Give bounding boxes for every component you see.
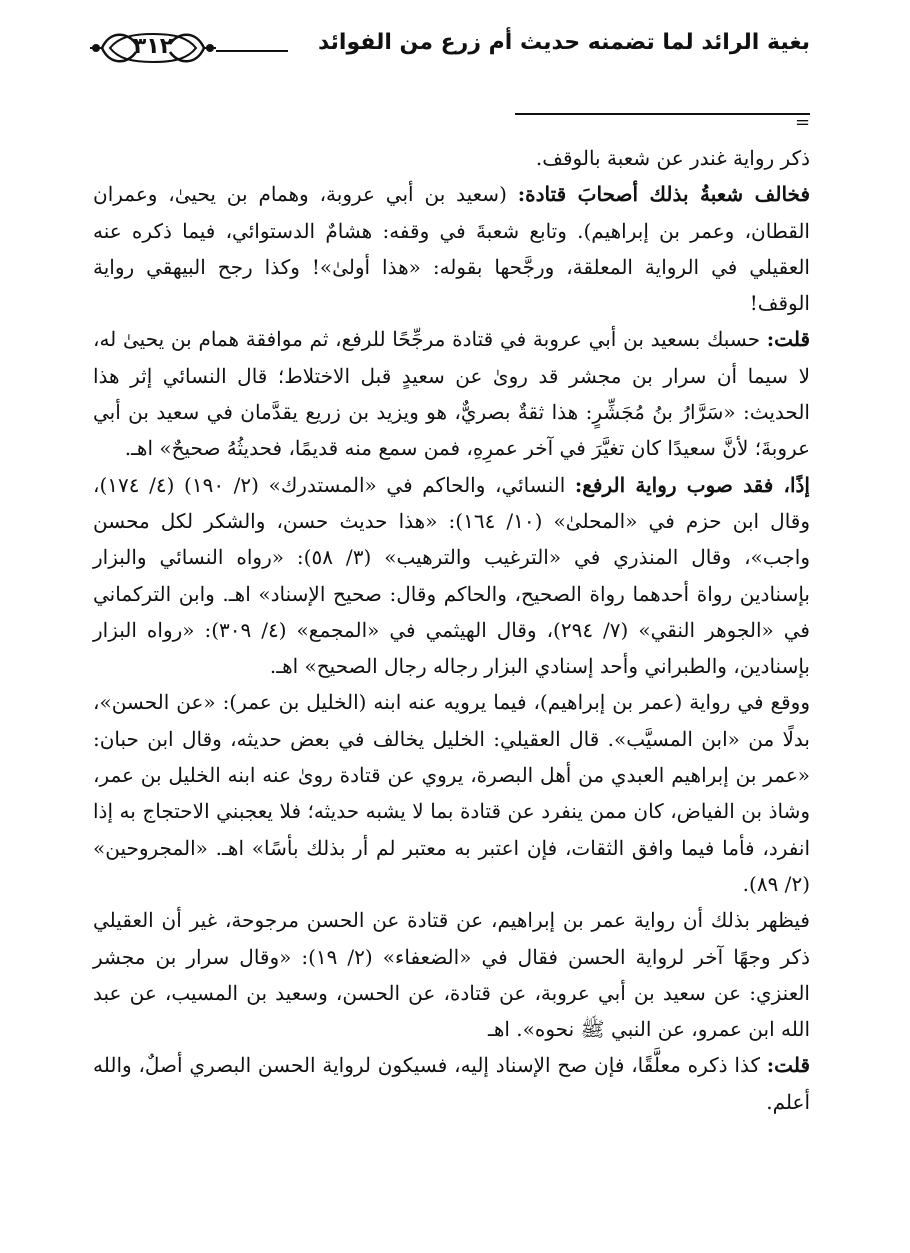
paragraph-lead: قلت: xyxy=(766,1053,810,1078)
paragraph-text: النسائي، والحاكم في «المستدرك» (٢/ ١٩٠) (٤/ ١٧٤)، وقال ابن حزم في «المحلىٰ» (١٠/ ١٦٤): «هذا حديث حسن، والشكر لكل محسن واجب»، وقال المنذري في «الترغيب والترهيب» (٣/ ٥٨): «رواه النسائي والبزار بإسنادين رواة أحدهما رواة الصحيح، والحاكم وقال: صحيح الإسناد» اهـ. وابن التركماني في «الجوهر النقي» (٧/ ٢٩٤)، وقال الهيثمي في «المجمع» (٤/ ٣٠٩): «رواه البزار بإسنادين، والطبراني وأحد إسنادي البزار رجاله رجال الصحيح» اهـ. xyxy=(93,472,811,679)
paragraph-text: فيظهر بذلك أن رواية عمر بن إبراهيم، عن قتادة عن الحسن مرجوحة، غير أن العقيلي ذكر وجهًا آخر لرواية الحسن فقال في «الضعفاء» (٢/ ١٩): «وقال سرار بن مجشر العنزي: عن سعيد بن أبي عروبة، عن قتادة، عن الحسن، وسعيد بن المسيب، عن عبد الله ابن عمرو، عن النبي ﷺ نحوه». اهـ xyxy=(93,908,810,1042)
paragraph-lead: قلت: xyxy=(766,327,810,352)
footnote-continuation-marker: = xyxy=(795,112,811,133)
footnote-text xyxy=(93,140,810,1120)
paragraph xyxy=(93,467,810,685)
paragraph-text: كذا ذكره معلَّقًا، فإن صح الإسناد إليه، فسيكون لرواية الحسن البصري أصلٌ، والله أعلم. xyxy=(93,1053,810,1114)
paragraph-lead: إذًا، فقد صوب رواية الرفع: xyxy=(574,472,810,497)
paragraph xyxy=(93,684,810,902)
header-rule xyxy=(216,50,288,52)
page-header xyxy=(88,22,810,72)
running-title: بغية الرائد لما تضمنه حديث أم زرع من الفوائد xyxy=(317,30,810,55)
paragraph-text: (سعيد بن أبي عروبة، وهمام بن يحيىٰ، وعمران القطان، وعمر بن إبراهيم). وتابع شعبةَ في وقفه: هشامٌ الدستوائي، فيما ذكره عنه العقيلي في الرواية المعلقة، ورجَّحها بقوله: «هذا أولىٰ»! وكذا رجح البيهقي رواية الوقف! xyxy=(93,182,810,316)
paragraph xyxy=(93,176,810,321)
footnote-separator xyxy=(515,113,810,115)
paragraph-text: ذكر رواية غندر عن شعبة بالوقف. xyxy=(535,146,810,170)
paragraph xyxy=(93,321,810,466)
paragraph xyxy=(93,902,810,1047)
paragraph-text: حسبك بسعيد بن أبي عروبة في قتادة مرجِّحًا للرفع، ثم موافقة همام بن يحيىٰ له، لا سيما أن سرار بن مجشر قد روىٰ عن سعيدٍ قبل الاختلاط؛ قال النسائي إثر هذا الحديث: «سَرَّارُ بنُ مُجَشِّرٍ: هذا ثقةٌ بصريٌّ، هو ويزيد بن زريع يقدَّمان في سعيد بن أبي عروبةَ؛ لأنَّ سعيدًا كان تغيَّرَ في آخر عمرِهِ، فمن سمع منه قديمًا، فحديثُهُ صحيحٌ» اهـ. xyxy=(93,327,810,461)
paragraph xyxy=(93,140,810,176)
paragraph xyxy=(93,1047,810,1120)
paragraph-text: ووقع في رواية (عمر بن إبراهيم)، فيما يرويه عنه ابنه (الخليل بن عمر): «عن الحسن»، بدلًا من «ابن المسيَّب». قال العقيلي: الخليل يخالف في بعض حديثه، وقال ابن حبان: «عمر بن إبراهيم العبدي من أهل البصرة، يروي عن قتادة روىٰ عنه ابنه الخليل بن عمر، وشاذ بن الفياض، كان ممن ينفرد عن قتادة بما لا يشبه حديثه؛ فلا يعجبني الاحتجاج به إذا انفرد، فأما فيما وافق الثقات، فإن اعتبر به معتبر لم أر بذلك بأسًا» اهـ. «المجروحين» (٢/ ٨٩). xyxy=(93,690,810,896)
page-number: ٣١٢ xyxy=(132,34,174,59)
paragraph-lead: فخالف شعبةُ بذلك أصحابَ قتادة: xyxy=(517,182,811,207)
